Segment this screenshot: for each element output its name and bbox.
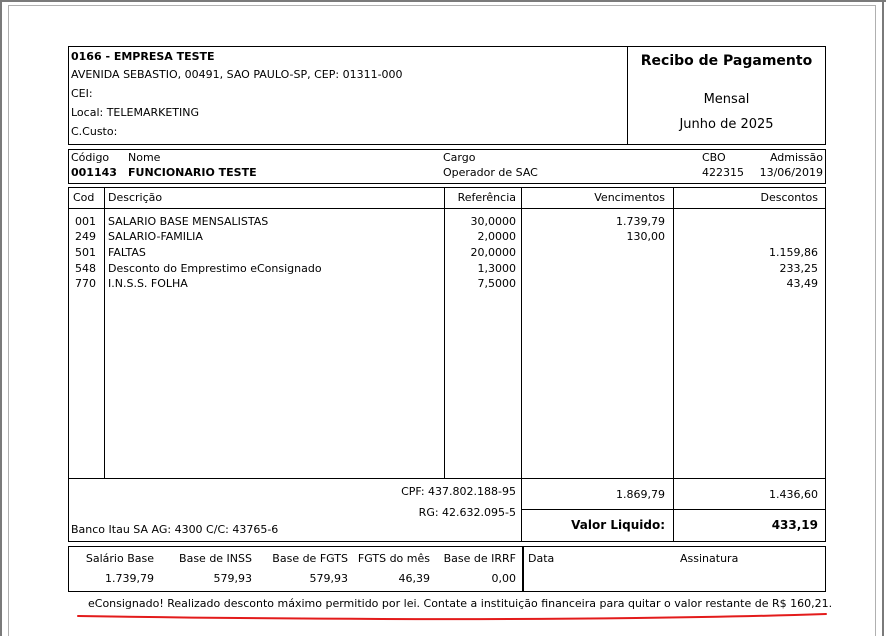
bases-header-irrf: Base de IRRF [443,552,516,565]
row-desconto: 1.159,86 [769,246,818,259]
row-cod: 770 [75,277,96,290]
company-cei: CEI: [71,87,93,100]
assinatura-label: Assinatura [680,552,739,565]
row-reference: 30,0000 [470,215,516,228]
bases-value-inss: 579,93 [213,572,252,585]
row-reference: 1,3000 [477,262,516,275]
table-body-bottom [68,478,826,479]
valor-liquido: 433,19 [771,518,818,532]
employee-admission: 13/06/2019 [759,166,823,179]
page-frame-left [8,5,9,636]
red-underline-mark [76,610,828,622]
valor-liquido-label: Valor Liquido: [571,518,665,532]
window-frame-top [0,0,886,2]
row-desconto: 43,49 [786,277,818,290]
bases-header-fgts-mes: FGTS do mês [357,552,430,565]
signature-box [523,546,826,592]
receipt-title: Recibo de Pagamento [640,53,813,69]
company-local: Local: TELEMARKETING [71,106,199,119]
row-reference: 20,0000 [470,246,516,259]
employee-cbo: 422315 [702,166,744,179]
window-frame-left [0,0,2,636]
bases-value-fgts: 579,93 [309,572,348,585]
page-frame-top [8,5,876,6]
company-address: AVENIDA SEBASTIO, 00491, SAO PAULO-SP, CEP: 01311-000 [71,68,403,81]
company-name: 0166 - EMPRESA TESTE [71,50,215,63]
row-vencimento: 130,00 [626,230,665,243]
col-divider-desc [444,187,445,478]
row-description: FALTAS [108,246,146,259]
col-divider-ref [521,187,522,542]
bases-value-irrf: 0,00 [491,572,516,585]
employee-name-label: Nome [128,151,161,164]
row-reference: 7,5000 [477,277,516,290]
bases-value-salario: 1.739,79 [105,572,154,585]
econsignado-notice: eConsignado! Realizado desconto máximo permitido por lei. Contate a instituição financeira para quitar o valor restante de R$ 160,21. [88,597,833,610]
employee-role: Operador de SAC [443,166,538,179]
header-descontos: Descontos [760,191,818,204]
header-referencia: Referência [457,191,516,204]
header-descricao: Descrição [108,191,163,204]
header-cod: Cod [73,191,95,204]
bases-header-inss: Base de INSS [179,552,252,565]
receipt-frequency: Mensal [703,92,750,107]
row-reference: 2,0000 [477,230,516,243]
employee-code-label: Código [71,151,110,164]
page-frame-right [875,5,876,636]
receipt-period: Junho de 2025 [679,117,774,132]
employee-admission-label: Admissão [769,151,823,164]
employee-cbo-label: CBO [702,151,726,164]
window-frame-right [882,0,884,636]
header-vencimentos: Vencimentos [594,191,665,204]
bases-header-fgts: Base de FGTS [272,552,348,565]
row-cod: 249 [75,230,96,243]
row-cod: 501 [75,246,96,259]
row-desconto: 233,25 [779,262,818,275]
row-description: SALARIO-FAMILIA [108,230,203,243]
employee-code: 001143 [71,166,117,179]
employee-rg: RG: 42.632.095-5 [418,506,516,519]
company-custo: C.Custo: [71,125,118,138]
employee-role-label: Cargo [443,151,476,164]
total-descontos: 1.436,60 [769,488,818,501]
employee-cpf: CPF: 437.802.188-95 [401,485,516,498]
row-cod: 548 [75,262,96,275]
row-description: I.N.S.S. FOLHA [108,277,188,290]
row-description: SALARIO BASE MENSALISTAS [108,215,269,228]
col-divider-venc [673,187,674,542]
bank-info: Banco Itau SA AG: 4300 C/C: 43765-6 [71,523,279,536]
total-vencimentos: 1.869,79 [616,488,665,501]
employee-name: FUNCIONARIO TESTE [128,166,257,179]
row-cod: 001 [75,215,96,228]
data-label: Data [528,552,555,565]
table-header-divider [68,208,826,209]
bases-header-salario: Salário Base [85,552,154,565]
bases-value-fgts-mes: 46,39 [398,572,430,585]
col-divider-cod [104,187,105,478]
row-description: Desconto do Emprestimo eConsignado [108,262,322,275]
row-vencimento: 1.739,79 [616,215,665,228]
